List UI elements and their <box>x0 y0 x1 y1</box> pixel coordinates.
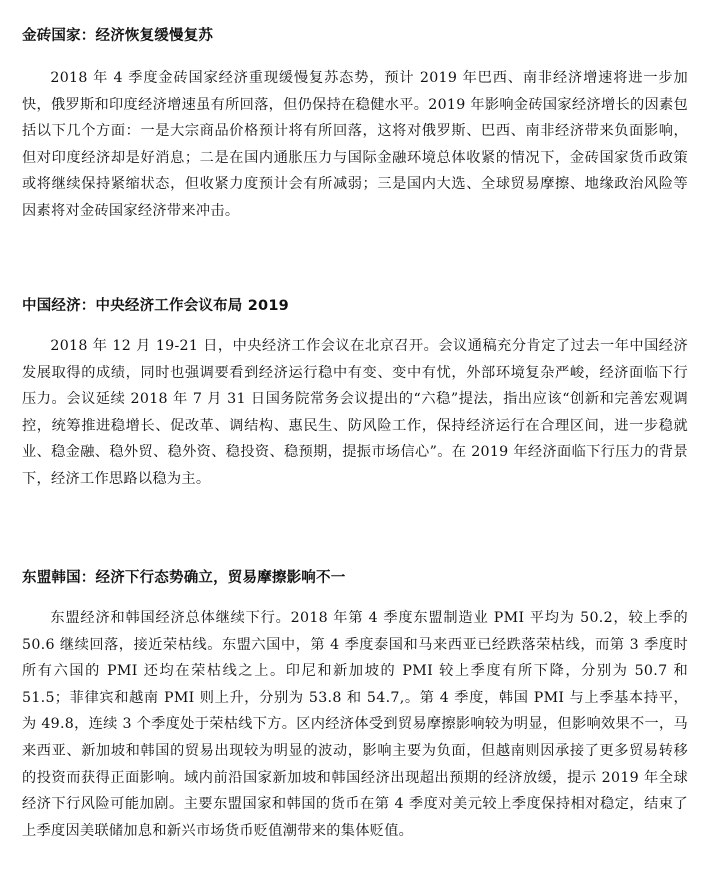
paragraph-asean-korea: 东盟经济和韩国经济总体继续下行。2018 年第 4 季度东盟制造业 PMI 平均为 50.2，较上季的 50.6 继续回落，接近荣枯线。东盟六国中，第 4 季度泰国和马来西亚已经跌落荣枯线，而第 3 季度时所有六国的 PMI 还均在荣枯线之上。印尼和新加坡的 PMI 较上季度有所下降，分别为 50.7 和 51.5；菲律宾和越南 PMI 则上升，分别为 53.8 和 54.7,。第 4 季度，韩国 PMI 与上季基本持平，为 49.8，连续 3 个季度处于荣枯线下方。区内经济体受到贸易摩擦影响较为明显，但影响效果不一，马来西亚、新加坡和韩国的贸易出现较为明显的波动，影响主要为负面，但越南则因承接了更多贸易转移的投资而获得正面影响。域内前沿国家新加坡和韩国经济出现超出预期的经济放缓，提示 2019 年全球经济下行风险可能加剧。主要东盟国家和韩国的货币在第 4 季度对美元较上季度保持相对稳定，结束了上季度因美联储加息和新兴市场货币贬值潮带来的集体贬值。 <box>22 610 688 839</box>
paragraph-brics: 2018 年 4 季度金砖国家经济重现缓慢复苏态势，预计 2019 年巴西、南非经济增速将进一步加快，俄罗斯和印度经济增速虽有所回落，但仍保持在稳健水平。2019 年影响金砖国家经济增长的因素包括以下几个方面：一是大宗商品价格预计将有所回落，这将对俄罗斯、巴西、南非经济带来负面影响，但对印度经济却是好消息；二是在国内通胀压力与国际金融环境总体收紧的情况下，金砖国家货币政策或将继续保持紧缩状态，但收紧力度预计会有所减弱；三是国内大选、全球贸易摩擦、地缘政治风险等因素将对金砖国家经济带来冲击。 <box>22 70 688 219</box>
section-title-asean-korea: 东盟韩国：经济下行态势确立，贸易摩擦影响不一 <box>22 570 346 586</box>
section-title-brics: 金砖国家：经济恢复缓慢复苏 <box>22 28 214 44</box>
section-title-china: 中国经济：中央经济工作会议布局 2019 <box>22 298 289 314</box>
paragraph-china: 2018 年 12 月 19-21 日，中央经济工作会议在北京召开。会议通稿充分肯定了过去一年中国经济发展取得的成绩，同时也强调要看到经济运行稳中有变、变中有忧，外部环境复杂严峻，经济面临下行压力。会议延续 2018 年 7 月 31 日国务院常务会议提出的“六稳”提法，指出应该“创新和完善宏观调控，统筹推进稳增长、促改革、调结构、惠民生、防风险工作，保持经济运行在合理区间，进一步稳就业、稳金融、稳外贸、稳外资、稳投资、稳预期，提振市场信心”。在 2019 年经济面临下行压力的背景下，经济工作思路以稳为主。 <box>22 338 688 487</box>
